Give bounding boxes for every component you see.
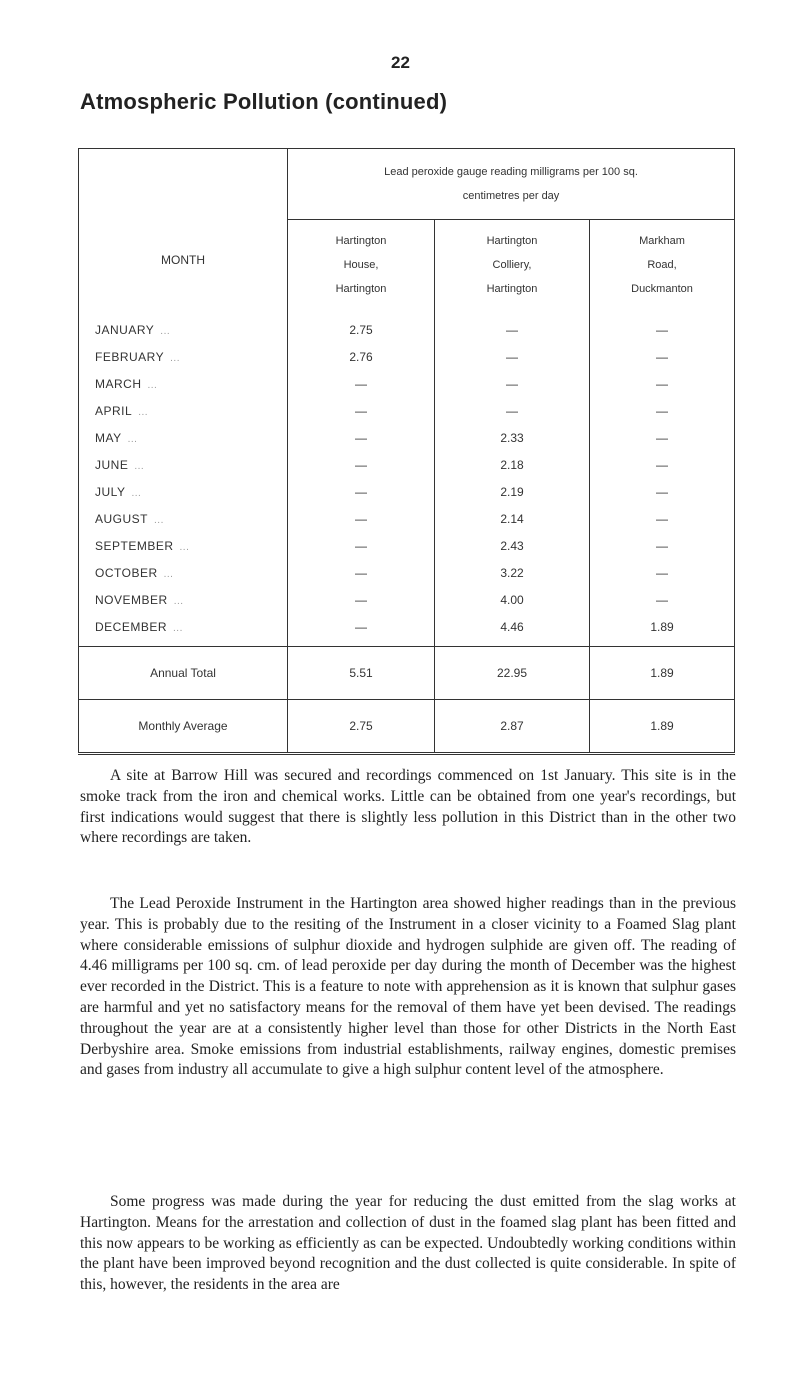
monthly-average-row [79, 700, 735, 754]
leader-dots: ... [131, 487, 142, 499]
month-name: DECEMBER [95, 619, 168, 634]
month-cell [79, 451, 288, 478]
month-cell [79, 370, 288, 397]
reading-cell: 2.76 [288, 343, 435, 370]
month-name: APRIL [95, 403, 133, 418]
paragraph-dust-progress: Some progress was made during the year for reducing the dust emitted from the slag works at Hartington. Means for the arrestation and collection of dust in the foamed slag plant has been fitted and this now appears to be working as efficiently as can be expected. Undoubtedly working conditions within the plant have been improved beyond recognition and the dust collected is quite considerable. In spite of this, however, the residents in the area are [80, 1193, 736, 1294]
station-1-line2: House, [343, 259, 379, 271]
month-cell [79, 424, 288, 451]
table-row [79, 505, 735, 532]
leader-dots: ... [134, 460, 145, 472]
table-row [79, 613, 735, 647]
annual-total-value: 5.51 [288, 647, 435, 700]
month-name: JULY [95, 484, 126, 499]
table-row [79, 370, 735, 397]
lead-peroxide-table [78, 148, 735, 755]
reading-cell: 4.00 [435, 586, 590, 613]
station-2-line3: Hartington [486, 283, 538, 295]
month-cell [79, 586, 288, 613]
reading-cell: — [590, 559, 735, 586]
monthly-average-label: Monthly Average [79, 700, 288, 754]
leader-dots: ... [173, 622, 183, 634]
paragraph-hartington-readings: The Lead Peroxide Instrument in the Hartington area showed higher readings than in the previous year. This is probably due to the resiting of the Instrument in a closer vicinity to a Foamed Slag plant where considerable emissions of sulphur dioxide and hydrogen sulphide are given off. The reading of 4.46 milligrams per 100 sq. cm. of lead peroxide per day during the month of December was the highest ever recorded in the District. This is a feature to note with apprehension as it is known that sulphur gases are harmful and yet no satisfactory means for the removal of them have yet been devised. The readings throughout the year are at a consistently higher level than those for other Districts in the North East Derbyshire area. Smoke emissions from industrial establishments, railway engines, domestic premises and gases from industry all accumulate to give a high sulphur content level of the atmosphere. [80, 895, 736, 1079]
month-name: NOVEMBER [95, 592, 168, 607]
reading-cell: — [590, 397, 735, 424]
reading-cell: — [590, 505, 735, 532]
month-cell [79, 310, 288, 343]
reading-cell: 2.75 [288, 310, 435, 343]
leader-dots: ... [179, 541, 190, 553]
reading-cell: — [288, 370, 435, 397]
reading-cell: — [590, 310, 735, 343]
monthly-average-value: 2.75 [288, 700, 435, 754]
reading-cell: — [288, 613, 435, 647]
station-2-line1: Hartington [486, 235, 538, 247]
month-cell [79, 559, 288, 586]
reading-cell: — [288, 559, 435, 586]
leader-dots: ... [170, 352, 180, 364]
reading-cell: — [288, 478, 435, 505]
month-cell [79, 478, 288, 505]
reading-cell: — [590, 586, 735, 613]
group-header-line2: centimetres per day [462, 190, 560, 202]
month-name: MAY [95, 430, 122, 445]
station-2-line2: Colliery, [492, 259, 532, 271]
table-row [79, 451, 735, 478]
month-name: OCTOBER [95, 565, 158, 580]
reading-cell: — [288, 424, 435, 451]
leader-dots: ... [147, 379, 158, 391]
month-column-header [79, 149, 288, 311]
month-cell [79, 613, 288, 647]
table-row [79, 310, 735, 343]
leader-dots: ... [163, 568, 174, 580]
reading-cell: 3.22 [435, 559, 590, 586]
reading-cell: — [590, 343, 735, 370]
reading-cell: — [288, 397, 435, 424]
leader-dots: ... [138, 406, 149, 418]
leader-dots: ... [127, 433, 138, 445]
annual-total-value: 1.89 [590, 647, 735, 700]
reading-cell: 2.14 [435, 505, 590, 532]
station-header-2 [435, 220, 590, 311]
month-name: AUGUST [95, 511, 149, 526]
reading-cell: 2.33 [435, 424, 590, 451]
month-name: JANUARY [95, 322, 155, 337]
reading-cell: — [288, 532, 435, 559]
leader-dots: ... [173, 595, 184, 607]
month-name: JUNE [95, 457, 129, 472]
month-cell [79, 343, 288, 370]
reading-cell: — [288, 451, 435, 478]
reading-cell: — [435, 370, 590, 397]
table-row [79, 397, 735, 424]
monthly-average-value: 1.89 [590, 700, 735, 754]
leader-dots: ... [160, 325, 171, 337]
page-title: Atmospheric Pollution (continued) [80, 89, 448, 114]
reading-cell: 2.43 [435, 532, 590, 559]
station-3-line3: Duckmanton [631, 283, 693, 295]
reading-cell: — [288, 505, 435, 532]
reading-cell: 2.18 [435, 451, 590, 478]
reading-cell: — [435, 397, 590, 424]
table-row [79, 586, 735, 613]
month-cell [79, 532, 288, 559]
group-header [288, 149, 735, 220]
reading-cell: 2.19 [435, 478, 590, 505]
group-header-line1: Lead peroxide gauge reading milligrams per 100 sq. [384, 166, 638, 178]
table-row [79, 424, 735, 451]
station-3-line1: Markham [639, 235, 685, 247]
leader-dots: ... [154, 514, 164, 526]
reading-cell: — [590, 424, 735, 451]
reading-cell: — [590, 532, 735, 559]
table-row [79, 559, 735, 586]
month-name: FEBRUARY [95, 349, 165, 364]
annual-total-label: Annual Total [79, 647, 288, 700]
station-header-3 [590, 220, 735, 311]
table-row [79, 532, 735, 559]
reading-cell: — [590, 478, 735, 505]
month-header-text: MONTH [161, 252, 205, 267]
table-row [79, 478, 735, 505]
reading-cell: — [590, 370, 735, 397]
month-name: SEPTEMBER [95, 538, 174, 553]
table-row [79, 343, 735, 370]
annual-total-row [79, 647, 735, 700]
page-number: 22 [391, 53, 410, 72]
month-cell [79, 505, 288, 532]
reading-cell: 4.46 [435, 613, 590, 647]
reading-cell: — [435, 310, 590, 343]
reading-cell: — [288, 586, 435, 613]
monthly-average-value: 2.87 [435, 700, 590, 754]
station-1-line1: Hartington [335, 235, 387, 247]
annual-total-value: 22.95 [435, 647, 590, 700]
month-cell [79, 397, 288, 424]
reading-cell: — [590, 451, 735, 478]
reading-cell: — [435, 343, 590, 370]
month-name: MARCH [95, 376, 142, 391]
reading-cell: 1.89 [590, 613, 735, 647]
station-header-1 [288, 220, 435, 311]
station-3-line2: Road, [647, 259, 677, 271]
month-rows [79, 310, 735, 647]
station-1-line3: Hartington [335, 283, 387, 295]
paragraph-barrow-hill: A site at Barrow Hill was secured and recordings commenced on 1st January. This site is in the smoke track from the iron and chemical works. Little can be obtained from one year's recordings, but first indications would suggest that there is slightly less pollution in this District than in the other two where recordings are taken. [80, 767, 736, 847]
